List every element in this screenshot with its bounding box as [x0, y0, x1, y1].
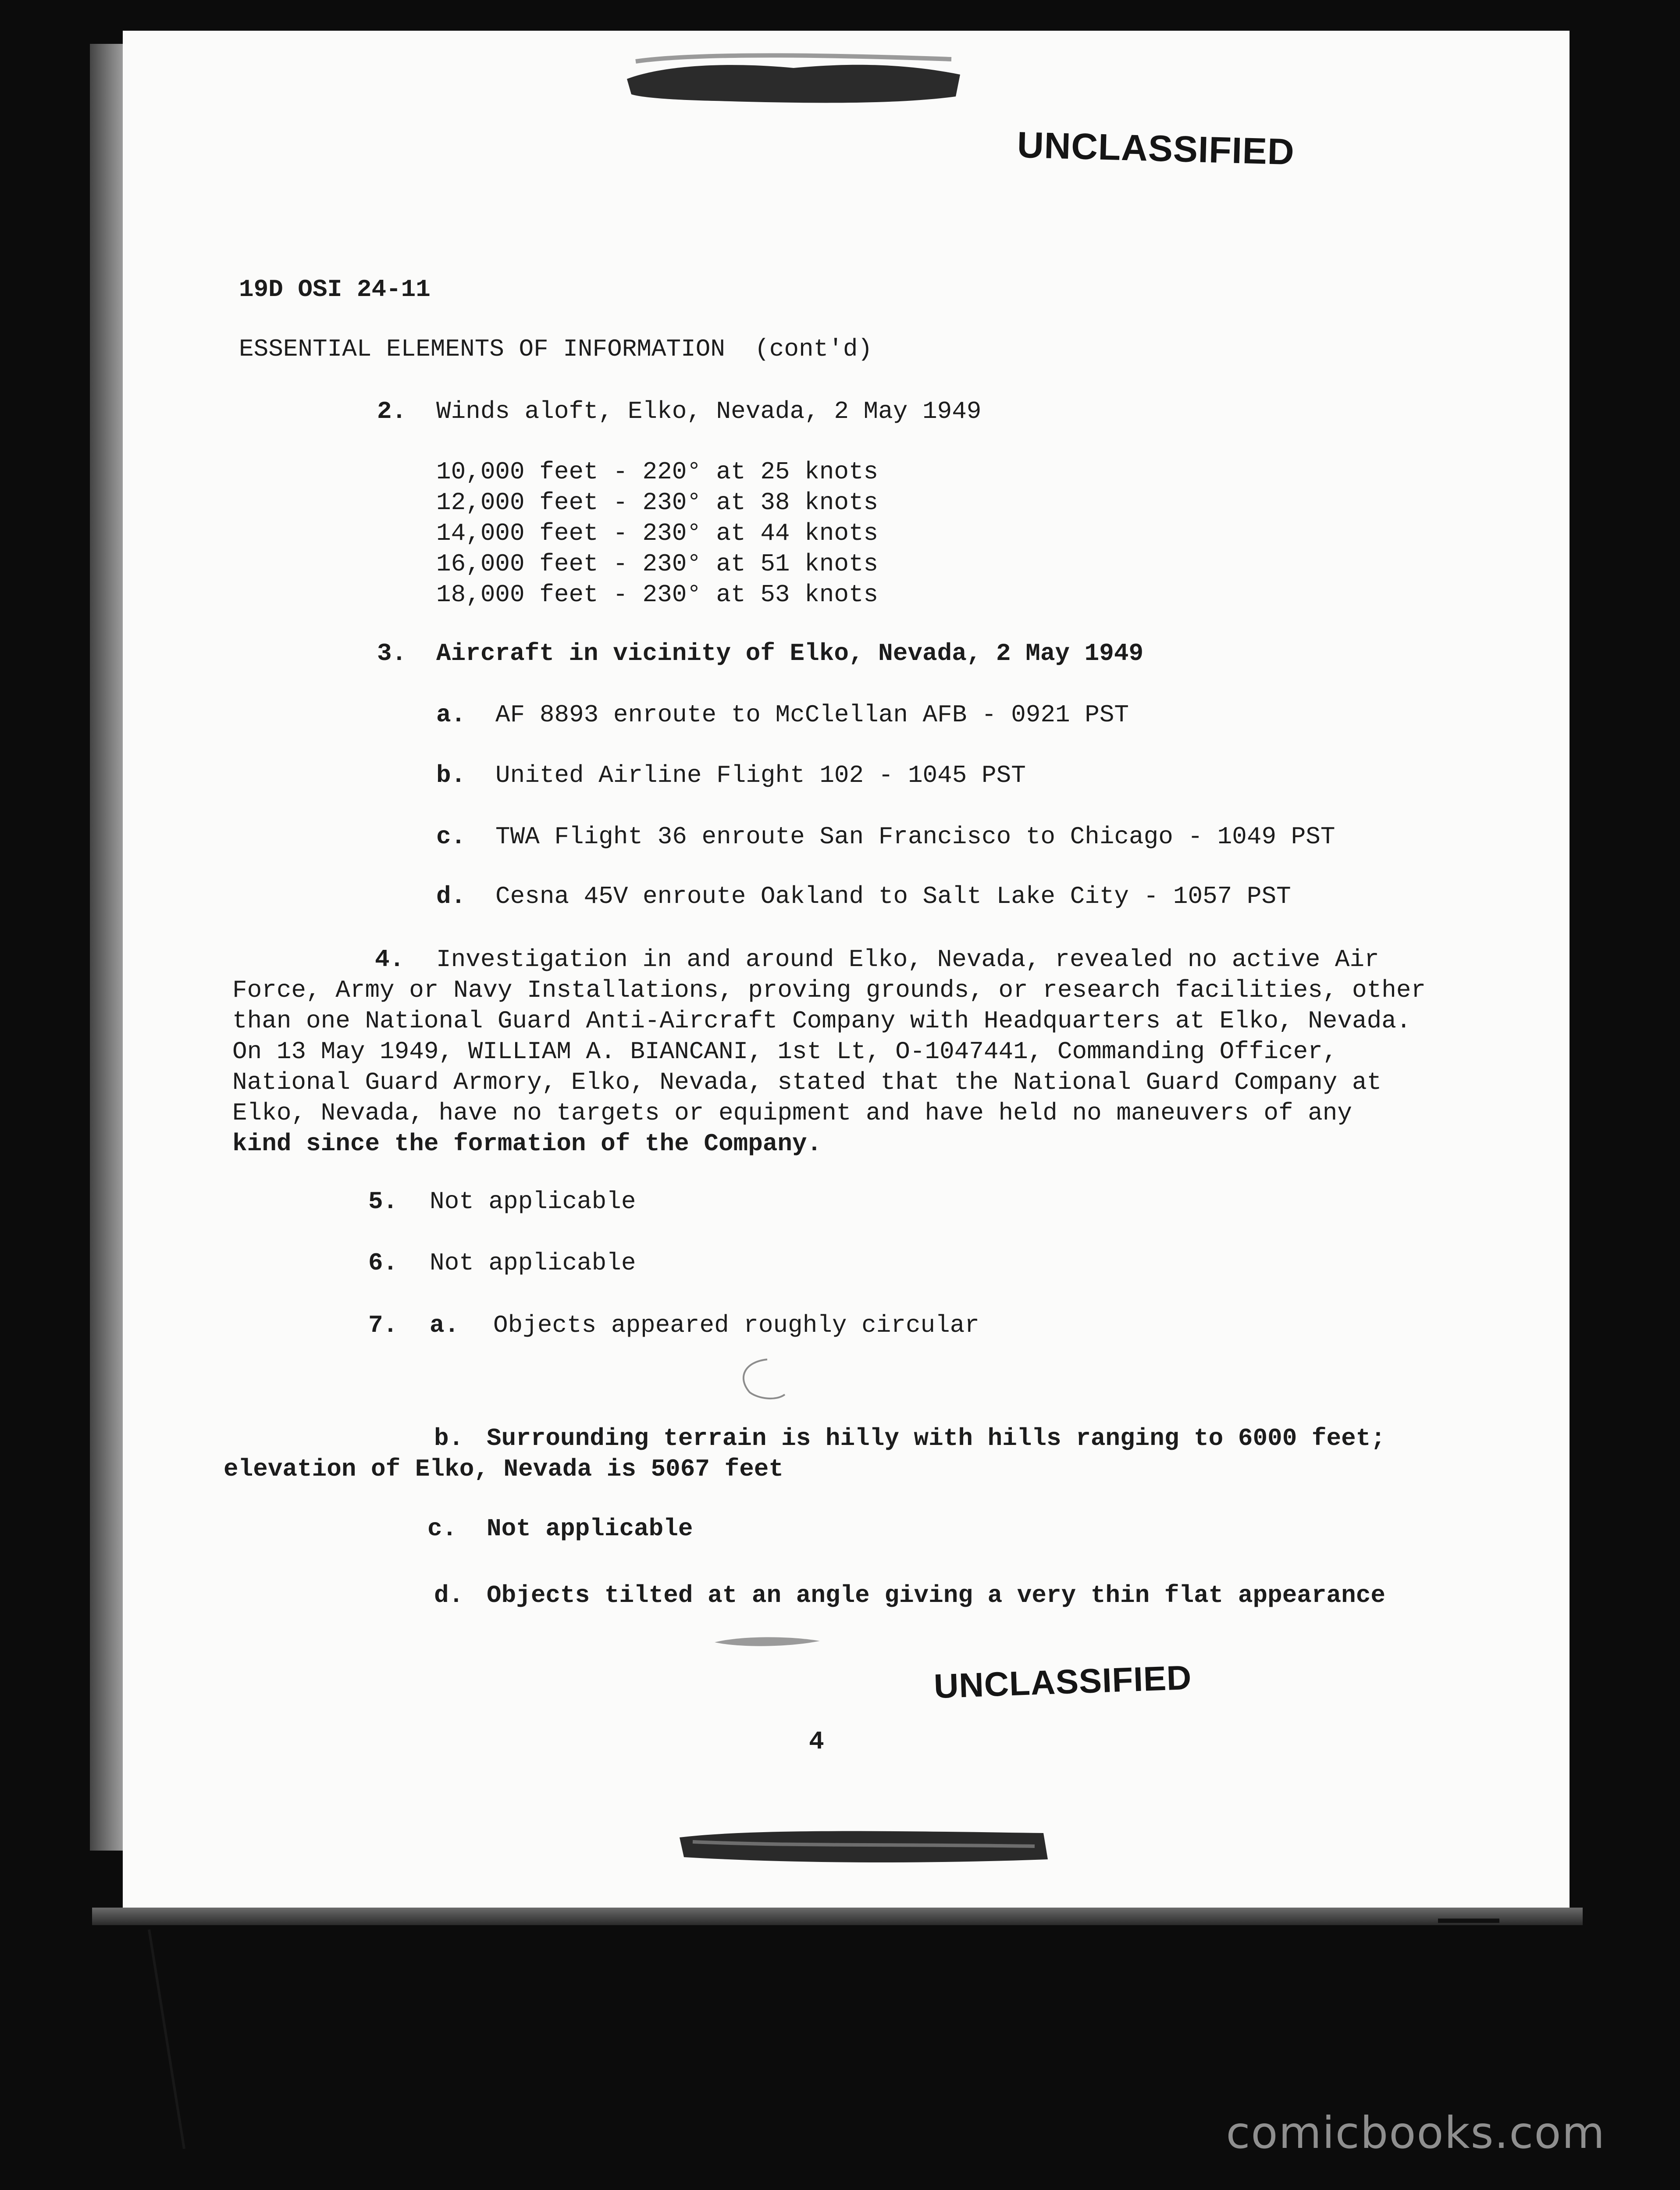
item-7c-text: Not applicable	[487, 1515, 693, 1543]
winds-row: 10,000 feet - 220° at 25 knots	[436, 458, 879, 486]
item-7a-letter: a.	[430, 1311, 459, 1339]
paragraph-line: National Guard Armory, Elko, Nevada, stated that the National Guard Company at	[232, 1068, 1382, 1096]
item-3b-letter: b.	[436, 761, 466, 789]
item-5-number: 5.	[368, 1188, 398, 1216]
item-3b-text: United Airline Flight 102 - 1045 PST	[495, 761, 1026, 789]
paragraph-line: On 13 May 1949, WILLIAM A. BIANCANI, 1st Lt, O-1047441, Commanding Officer,	[232, 1038, 1338, 1066]
paragraph-line: kind since the formation of the Company.	[232, 1130, 822, 1158]
item-2-number: 2.	[377, 397, 407, 425]
section-title: ESSENTIAL ELEMENTS OF INFORMATION (cont'd)	[239, 335, 873, 363]
left-margin-streak	[149, 1930, 184, 2149]
paragraph-line: Investigation in and around Elko, Nevada, revealed no active Air	[436, 945, 1379, 974]
item-6-text: Not applicable	[430, 1249, 636, 1277]
classification-stamp-bottom: UNCLASSIFIED	[933, 1658, 1192, 1706]
item-4-number: 4.	[375, 945, 405, 974]
item-2-text: Winds aloft, Elko, Nevada, 2 May 1949	[436, 397, 982, 425]
item-7b-line1: Surrounding terrain is hilly with hills ranging to 6000 feet;	[487, 1424, 1385, 1452]
item-7a-text: Objects appeared roughly circular	[493, 1311, 979, 1339]
paragraph-line: Elko, Nevada, have no targets or equipment and have held no maneuvers of any	[232, 1099, 1353, 1127]
winds-row: 12,000 feet - 230° at 38 knots	[436, 489, 879, 517]
winds-row: 18,000 feet - 230° at 53 knots	[436, 581, 879, 609]
winds-row: 16,000 feet - 230° at 51 knots	[436, 550, 879, 578]
winds-row: 14,000 feet - 230° at 44 knots	[436, 519, 879, 547]
file-reference: 19D OSI 24-11	[239, 275, 431, 303]
item-5-text: Not applicable	[430, 1188, 636, 1216]
item-3d-letter: d.	[436, 882, 466, 910]
item-6-number: 6.	[368, 1249, 398, 1277]
item-3-text: Aircraft in vicinity of Elko, Nevada, 2 May 1949	[436, 639, 1144, 667]
item-7d-text: Objects tilted at an angle giving a very thin flat appearance	[487, 1581, 1385, 1609]
paragraph-line: Force, Army or Navy Installations, proving grounds, or research facilities, other	[232, 976, 1426, 1004]
item-3a-letter: a.	[436, 701, 466, 729]
site-watermark: comicbooks.com	[1226, 2107, 1605, 2158]
page-number: 4	[809, 1728, 824, 1756]
item-7d-letter: d.	[434, 1581, 464, 1609]
item-7b-line2: elevation of Elko, Nevada is 5067 feet	[224, 1455, 784, 1483]
item-7c-letter: c.	[427, 1515, 457, 1543]
item-3a-text: AF 8893 enroute to McClellan AFB - 0921 PST	[495, 701, 1129, 729]
item-7-number: 7.	[368, 1311, 398, 1339]
item-7b-letter: b.	[434, 1424, 464, 1452]
item-3d-text: Cesna 45V enroute Oakland to Salt Lake City - 1057 PST	[495, 882, 1291, 910]
item-3c-text: TWA Flight 36 enroute San Francisco to Chicago - 1049 PST	[495, 823, 1335, 851]
item-3-number: 3.	[377, 639, 407, 667]
classification-stamp-top: UNCLASSIFIED	[1016, 124, 1295, 173]
paragraph-line: than one National Guard Anti-Aircraft Company with Headquarters at Elko, Nevada.	[232, 1007, 1411, 1035]
item-3c-letter: c.	[436, 823, 466, 851]
